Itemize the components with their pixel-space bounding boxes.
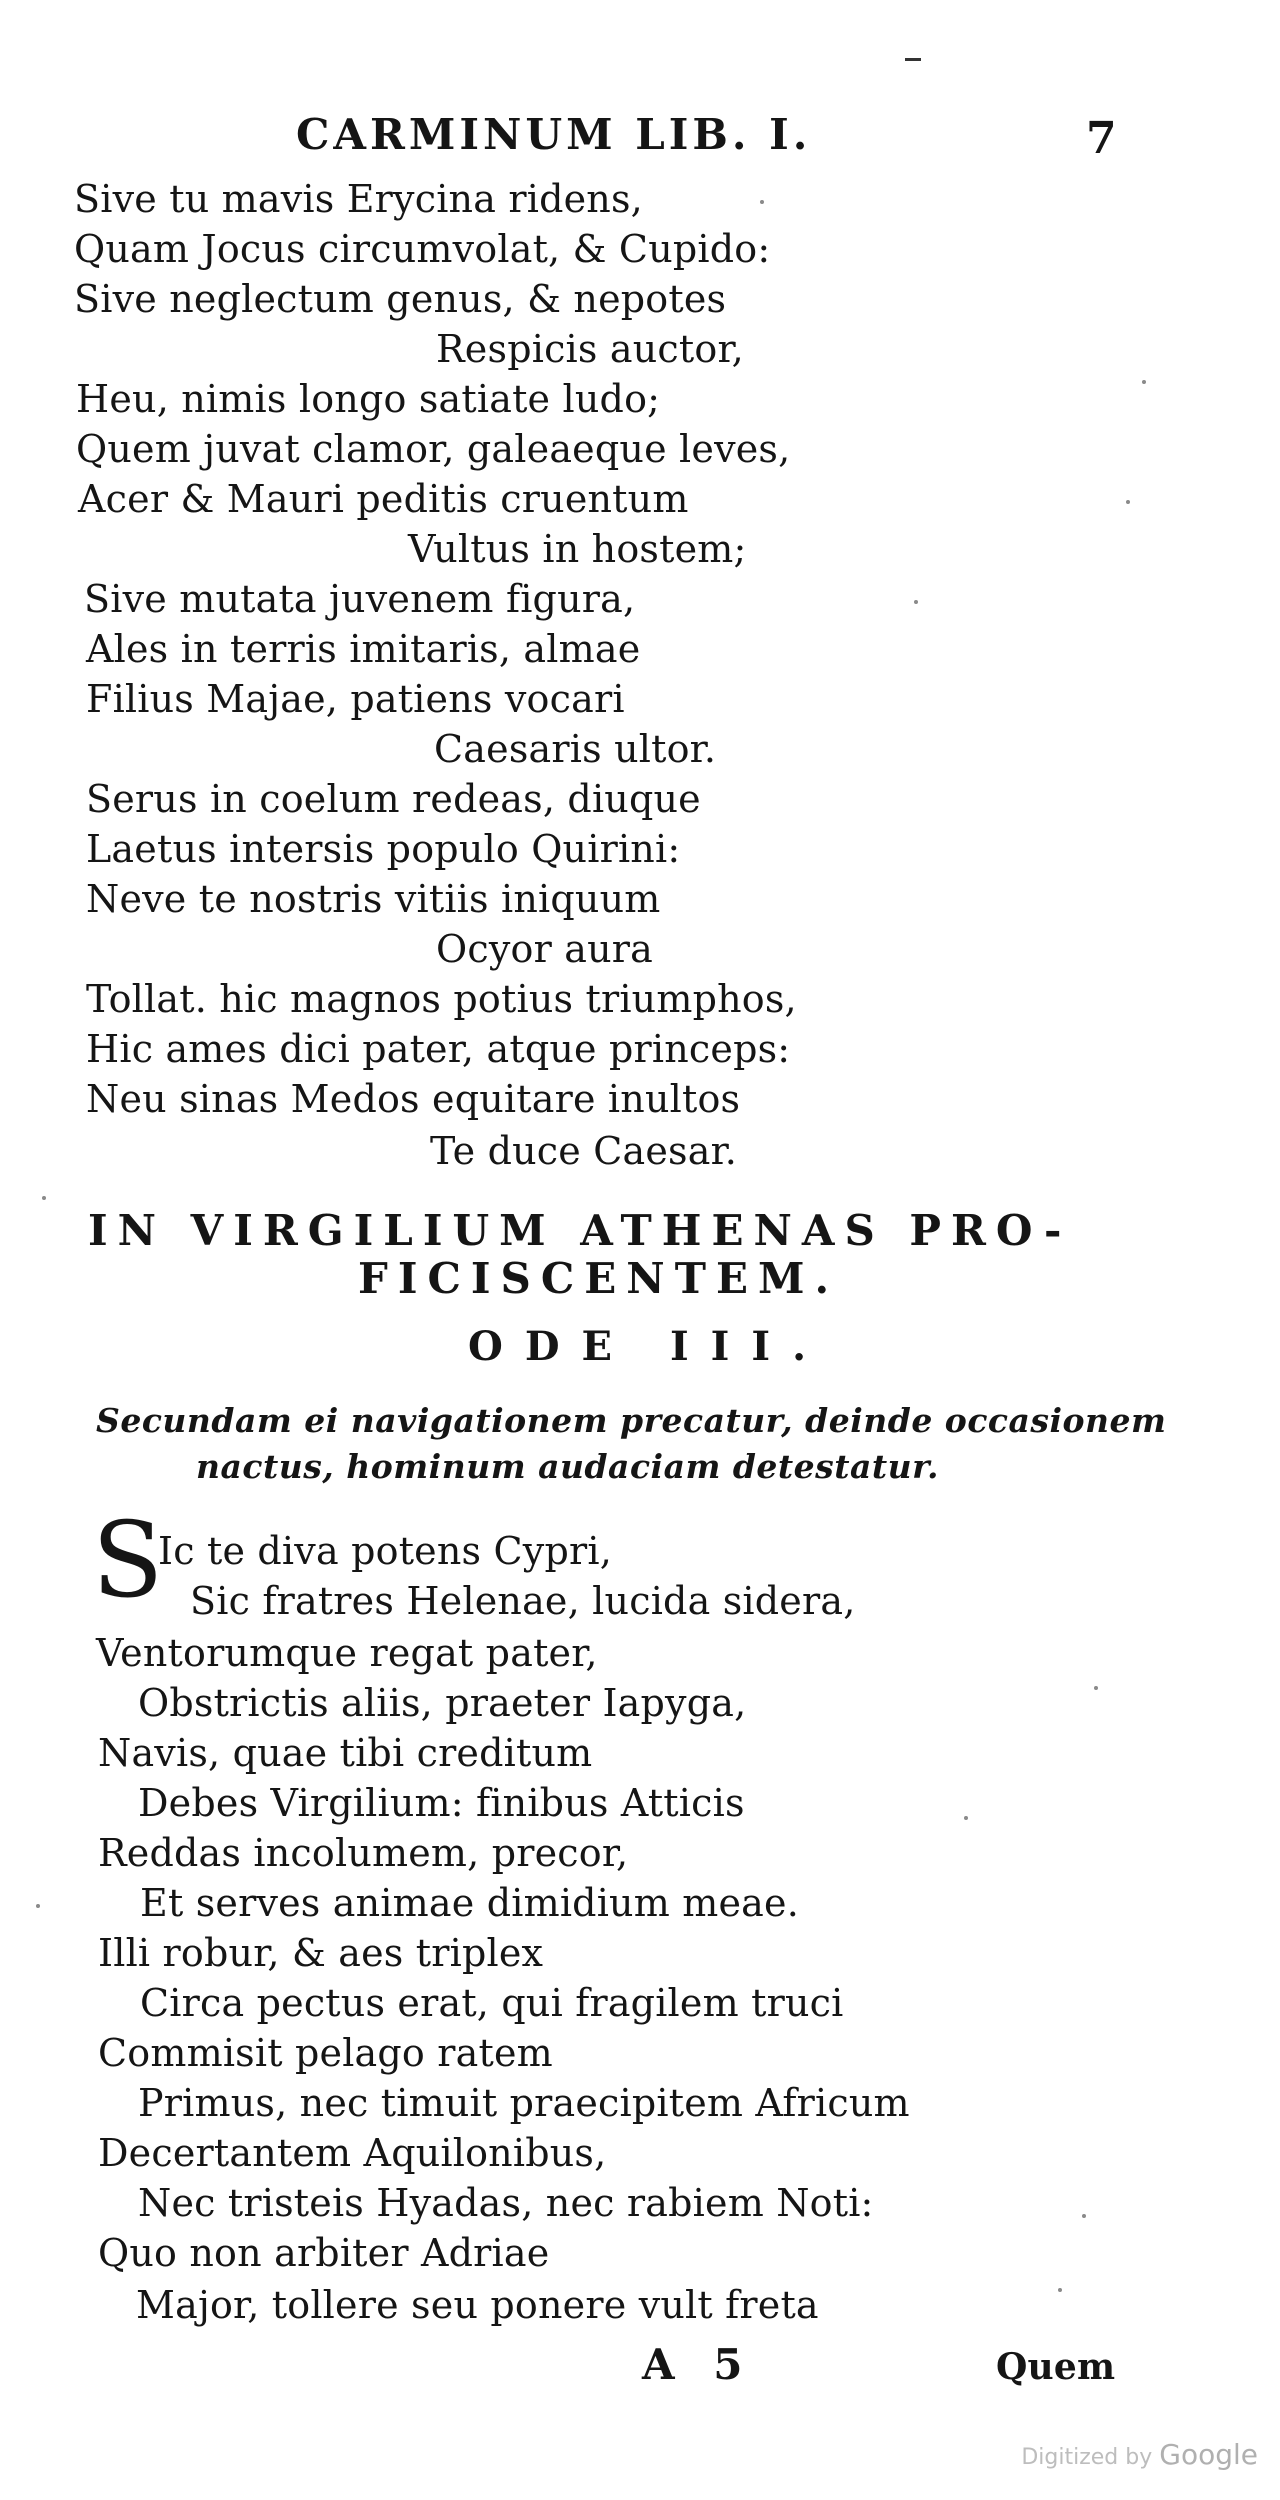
verse-line: Primus, nec timuit praecipitem Africum	[138, 2081, 910, 2125]
verse-line: Sive mutata juvenem figura,	[84, 577, 636, 621]
verse-line: Sic fratres Helenae, lucida sidera,	[190, 1579, 856, 1623]
verse-line: Laetus intersis populo Quirini:	[86, 827, 681, 871]
verse-line: Debes Virgilium: finibus Atticis	[138, 1781, 745, 1825]
verse-line: Navis, quae tibi creditum	[98, 1731, 593, 1775]
verse-line: Obstrictis aliis, praeter Iapyga,	[138, 1681, 747, 1725]
verse-line: Major, tollere seu ponere vult freta	[136, 2283, 819, 2327]
argument-line-1: Secundam ei navigationem precatur, deinde occasionem	[96, 1401, 1167, 1440]
scan-speck	[1058, 2288, 1062, 2292]
ode-number: ODE III.	[468, 1323, 829, 1370]
verse-line: Ocyor aura	[436, 927, 653, 971]
watermark-prefix: Digitized by	[1021, 2445, 1153, 2470]
verse-line: Quam Jocus circumvolat, & Cupido:	[74, 227, 771, 271]
google-wordmark: Google	[1159, 2438, 1258, 2471]
verse-line: Quo non arbiter Adriae	[98, 2231, 550, 2275]
top-mark	[905, 58, 921, 61]
verse-line: Hic ames dici pater, atque princeps:	[86, 1027, 791, 1071]
verse-line: Tollat. hic magnos potius triumphos,	[86, 977, 797, 1021]
verse-line: Ales in terris imitaris, almae	[86, 627, 641, 671]
verse-line: Filius Majae, patiens vocari	[86, 677, 625, 721]
verse-line: Heu, nimis longo satiate ludo;	[76, 377, 661, 421]
verse-line: Acer & Mauri peditis cruentum	[78, 477, 689, 521]
verse-line: Serus in coelum redeas, diuque	[86, 777, 701, 821]
scan-speck	[914, 600, 918, 604]
verse-line: Te duce Caesar.	[430, 1129, 738, 1173]
scan-speck	[1126, 500, 1130, 504]
scan-speck	[1142, 380, 1146, 384]
verse-line: Ventorumque regat pater,	[96, 1631, 598, 1675]
digitized-by-google-watermark	[1021, 2438, 1258, 2471]
scan-speck	[42, 1196, 46, 1200]
verse-line: Et serves animae dimidium meae.	[140, 1881, 799, 1925]
verse-line: Sive tu mavis Erycina ridens,	[74, 177, 643, 221]
drop-cap: S	[92, 1499, 164, 1621]
verse-line: Decertantem Aquilonibus,	[98, 2131, 607, 2175]
signature-mark: A 5	[642, 2340, 755, 2389]
verse-line: Circa pectus erat, qui fragilem truci	[140, 1981, 844, 2025]
scan-speck	[36, 1904, 40, 1908]
verse-line: Ic te diva potens Cypri,	[158, 1529, 612, 1573]
verse-line: Neu sinas Medos equitare inultos	[86, 1077, 741, 1121]
verse-line: Illi robur, & aes triplex	[98, 1931, 544, 1975]
catchword: Quem	[996, 2346, 1116, 2388]
argument-line-2: nactus, hominum audaciam detestatur.	[196, 1447, 939, 1486]
ode-title-line-2: FICISCENTEM.	[358, 1254, 840, 1303]
page-number: 7	[1086, 113, 1117, 164]
verse-line: Neve te nostris vitiis iniquum	[86, 877, 661, 921]
verse-line: Nec tristeis Hyadas, nec rabiem Noti:	[138, 2181, 874, 2225]
scan-speck	[1082, 2214, 1086, 2218]
verse-line: Vultus in hostem;	[408, 527, 747, 571]
verse-line: Quem juvat clamor, galeaeque leves,	[76, 427, 791, 471]
verse-line: Reddas incolumem, precor,	[98, 1831, 629, 1875]
scan-speck	[1094, 1686, 1098, 1690]
verse-line: Commisit pelago ratem	[98, 2031, 553, 2075]
running-head: CARMINUM LIB. I.	[296, 110, 812, 159]
ode-title-line-1: IN VIRGILIUM ATHENAS PRO-	[88, 1206, 1072, 1255]
verse-line: Caesaris ultor.	[434, 727, 717, 771]
scan-speck	[760, 200, 764, 204]
verse-line: Respicis auctor,	[436, 327, 744, 371]
scan-speck	[964, 1816, 968, 1820]
verse-line: Sive neglectum genus, & nepotes	[74, 277, 727, 321]
